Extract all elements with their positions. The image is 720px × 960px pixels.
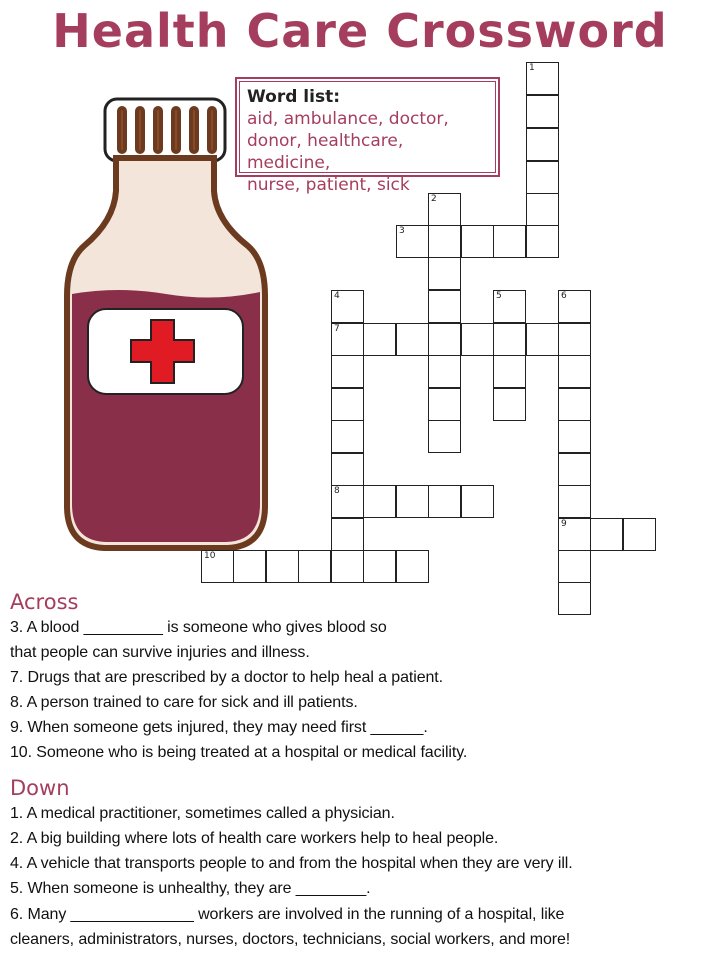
grid-cell[interactable] [493, 388, 526, 421]
grid-cell[interactable] [461, 225, 494, 258]
word-list-line: donor, healthcare, medicine, [247, 131, 404, 173]
down-clue: cleaners, administrators, nurses, doctors, technicians, social workers, and more! [10, 931, 571, 948]
grid-cell[interactable] [526, 225, 559, 258]
grid-cell[interactable] [558, 355, 591, 388]
grid-cell[interactable] [428, 257, 461, 290]
grid-cell[interactable] [428, 290, 461, 323]
across-clue: 10. Someone who is being treated at a hospital or medical facility. [10, 744, 468, 761]
grid-cell[interactable] [331, 420, 364, 453]
grid-cell[interactable] [526, 323, 559, 356]
grid-cell[interactable] [396, 485, 429, 518]
grid-cell[interactable] [428, 355, 461, 388]
grid-cell[interactable] [526, 161, 559, 194]
page-title: Health Care Crossword [52, 4, 668, 58]
grid-cell[interactable] [428, 388, 461, 421]
clue-number: 7 [334, 324, 340, 334]
grid-cell[interactable] [558, 550, 591, 583]
grid-cell[interactable] [461, 485, 494, 518]
grid-cell[interactable] [558, 290, 591, 323]
across-clue: that people can survive injuries and illness. [10, 644, 310, 661]
word-list-line: nurse, patient, sick [247, 175, 410, 195]
down-clue: 6. Many ______________ workers are involved in the running of a hospital, like [10, 906, 565, 923]
grid-cell[interactable] [558, 323, 591, 356]
grid-cell[interactable] [331, 485, 364, 518]
grid-cell[interactable] [526, 193, 559, 226]
clue-number: 3 [399, 226, 405, 236]
grid-cell[interactable] [363, 485, 396, 518]
down-clue: 1. A medical practitioner, sometimes called a physician. [10, 805, 395, 822]
grid-cell[interactable] [623, 518, 656, 551]
grid-cell[interactable] [233, 550, 266, 583]
grid-cell[interactable] [331, 388, 364, 421]
clue-number: 8 [334, 486, 340, 496]
grid-cell[interactable] [590, 518, 623, 551]
across-clue: 7. Drugs that are prescribed by a doctor to help heal a patient. [10, 669, 443, 686]
grid-cell[interactable] [331, 518, 364, 551]
grid-cell[interactable] [558, 388, 591, 421]
grid-cell[interactable] [558, 485, 591, 518]
clue-number: 6 [561, 291, 567, 301]
grid-cell[interactable] [493, 225, 526, 258]
grid-cell[interactable] [331, 290, 364, 323]
grid-cell[interactable] [428, 485, 461, 518]
word-list-label: Word list: [247, 87, 340, 107]
word-list-line: aid, ambulance, doctor, [247, 109, 449, 129]
grid-cell[interactable] [526, 62, 559, 95]
down-clue: 2. A big building where lots of health care workers help to heal people. [10, 830, 499, 847]
grid-cell[interactable] [428, 420, 461, 453]
across-clue: 3. A blood _________ is someone who gives blood so [10, 619, 387, 636]
across-heading: Across [10, 590, 79, 614]
grid-cell[interactable] [558, 518, 591, 551]
across-clue: 9. When someone gets injured, they may need first ______. [10, 719, 428, 736]
clue-number: 4 [334, 291, 340, 301]
grid-cell[interactable] [396, 550, 429, 583]
clue-number: 10 [204, 551, 216, 561]
clue-number: 1 [529, 63, 535, 73]
grid-cell[interactable] [331, 550, 364, 583]
grid-cell[interactable] [493, 323, 526, 356]
grid-cell[interactable] [558, 453, 591, 486]
down-heading: Down [10, 776, 70, 800]
clue-number: 5 [496, 291, 502, 301]
grid-cell[interactable] [428, 193, 461, 226]
grid-cell[interactable] [266, 550, 299, 583]
clue-number: 2 [431, 194, 437, 204]
grid-cell[interactable] [331, 355, 364, 388]
down-clue: 4. A vehicle that transports people to and from the hospital when they are very ill. [10, 855, 573, 872]
across-clue: 8. A person trained to care for sick and ill patients. [10, 694, 358, 711]
grid-cell[interactable] [201, 550, 234, 583]
grid-cell[interactable] [493, 290, 526, 323]
grid-cell[interactable] [396, 225, 429, 258]
grid-cell[interactable] [331, 323, 364, 356]
down-clue: 5. When someone is unhealthy, they are ________. [10, 880, 371, 897]
grid-cell[interactable] [331, 453, 364, 486]
grid-cell[interactable] [298, 550, 331, 583]
grid-cell[interactable] [396, 323, 429, 356]
grid-cell[interactable] [363, 550, 396, 583]
grid-cell[interactable] [558, 420, 591, 453]
grid-cell[interactable] [461, 323, 494, 356]
grid-cell[interactable] [558, 582, 591, 615]
grid-cell[interactable] [493, 355, 526, 388]
grid-cell[interactable] [526, 95, 559, 128]
grid-cell[interactable] [428, 323, 461, 356]
grid-cell[interactable] [428, 225, 461, 258]
clue-number: 9 [561, 519, 567, 529]
grid-cell[interactable] [526, 128, 559, 161]
grid-cell[interactable] [363, 323, 396, 356]
